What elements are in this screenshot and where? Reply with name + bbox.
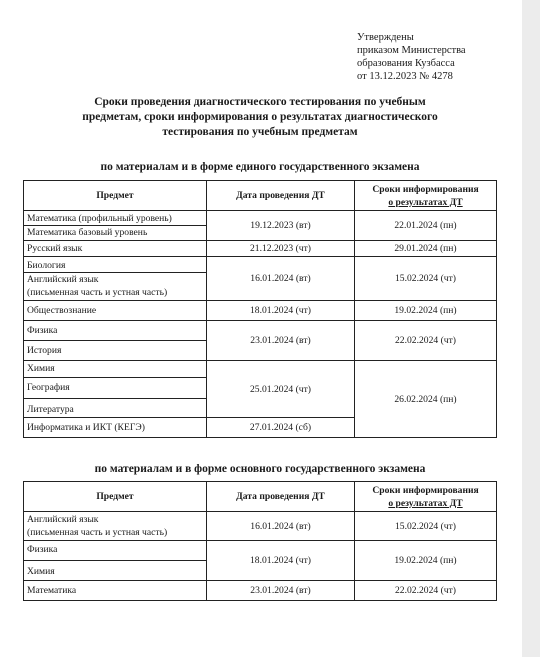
header-date: Дата проведения ДТ <box>207 482 355 512</box>
subject-cell <box>24 321 207 361</box>
table-row <box>24 241 497 257</box>
date-cell: 18.01.2024 (чт) <box>207 301 355 321</box>
header-inform-line: о результатах ДТ <box>388 497 463 509</box>
date-cell: 23.01.2024 (вт) <box>207 581 355 601</box>
table-row <box>24 512 497 541</box>
date-cell: 19.12.2023 (вт) <box>207 211 355 241</box>
section1-title: по материалам и в форме единого государственного экзамена <box>100 161 420 173</box>
subject-name: (письменная часть и устная часть) <box>27 527 168 538</box>
title-line: тестирования по учебным предметам <box>162 126 358 138</box>
approval-line: приказом Министерства <box>357 45 466 56</box>
title-line: предметам, сроки информирования о результатах диагностического <box>82 111 438 123</box>
subject-cell: Математика <box>24 581 207 601</box>
table-header-row <box>24 181 497 211</box>
date-cell: 23.01.2024 (вт) <box>207 321 355 361</box>
date-cell: 21.12.2023 (чт) <box>207 241 355 257</box>
table-row <box>24 361 497 418</box>
section2-title: по материалам и в форме основного государственного экзамена <box>94 463 426 475</box>
inform-cell: 29.01.2024 (пн) <box>355 241 497 257</box>
subject-name: Математика базовый уровень <box>27 227 148 238</box>
subject-cell: Обществознание <box>24 301 207 321</box>
subject-name: География <box>24 378 206 399</box>
subject-name: Биология <box>24 259 206 273</box>
table-row <box>24 581 497 601</box>
subject-name: Химия <box>24 362 206 378</box>
subject-cell <box>24 512 207 541</box>
table-header-row <box>24 482 497 512</box>
subject-name: История <box>27 345 62 356</box>
header-date: Дата проведения ДТ <box>207 181 355 211</box>
date-cell: 16.01.2024 (вт) <box>207 512 355 541</box>
table-row <box>24 257 497 301</box>
oge-schedule-table <box>23 481 497 601</box>
subject-cell: Информатика и ИКТ (КЕГЭ) <box>24 418 207 438</box>
approval-stamp <box>357 31 466 83</box>
subject-cell <box>24 541 207 581</box>
title-line: Сроки проведения диагностического тестирования по учебным <box>94 96 426 108</box>
inform-cell: 15.02.2024 (чт) <box>355 257 497 301</box>
header-inform-line: Сроки информирования <box>372 183 479 195</box>
header-inform-line: о результатах ДТ <box>388 196 463 208</box>
subject-name: Физика <box>24 543 206 561</box>
header-inform-line: Сроки информирования <box>372 484 479 496</box>
subject-cell <box>24 257 207 301</box>
header-inform <box>355 482 497 512</box>
document-title <box>40 95 480 140</box>
header-subject: Предмет <box>24 181 207 211</box>
table-row <box>24 321 497 361</box>
date-cell: 27.01.2024 (сб) <box>207 418 355 438</box>
subject-name: Литература <box>27 404 74 415</box>
subject-name: Физика <box>24 324 206 341</box>
inform-cell: 26.02.2024 (пн) <box>355 361 497 438</box>
table-row <box>24 541 497 581</box>
inform-cell: 22.02.2024 (чт) <box>355 581 497 601</box>
header-subject: Предмет <box>24 482 207 512</box>
approval-line: от 13.12.2023 № 4278 <box>357 71 453 82</box>
table-row <box>24 211 497 241</box>
subject-name: Химия <box>27 566 55 577</box>
subject-name: Математика (профильный уровень) <box>24 212 206 226</box>
inform-cell: 19.02.2024 (пн) <box>355 541 497 581</box>
inform-cell: 22.01.2024 (пн) <box>355 211 497 241</box>
subject-cell <box>24 211 207 241</box>
inform-cell: 19.02.2024 (пн) <box>355 301 497 321</box>
subject-name: (письменная часть и устная часть) <box>27 286 168 298</box>
subject-cell <box>24 361 207 418</box>
approval-line: образования Кузбасса <box>357 58 455 69</box>
inform-cell: 15.02.2024 (чт) <box>355 512 497 541</box>
table-row <box>24 301 497 321</box>
date-cell: 25.01.2024 (чт) <box>207 361 355 418</box>
page-edge <box>522 0 540 657</box>
date-cell: 16.01.2024 (вт) <box>207 257 355 301</box>
subject-name: Английский язык <box>27 273 99 285</box>
approval-line: Утверждены <box>357 32 414 43</box>
inform-cell: 22.02.2024 (чт) <box>355 321 497 361</box>
date-cell: 18.01.2024 (чт) <box>207 541 355 581</box>
header-inform <box>355 181 497 211</box>
ege-schedule-table <box>23 180 497 438</box>
subject-name: Английский язык <box>27 514 99 525</box>
subject-cell: Русский язык <box>24 241 207 257</box>
